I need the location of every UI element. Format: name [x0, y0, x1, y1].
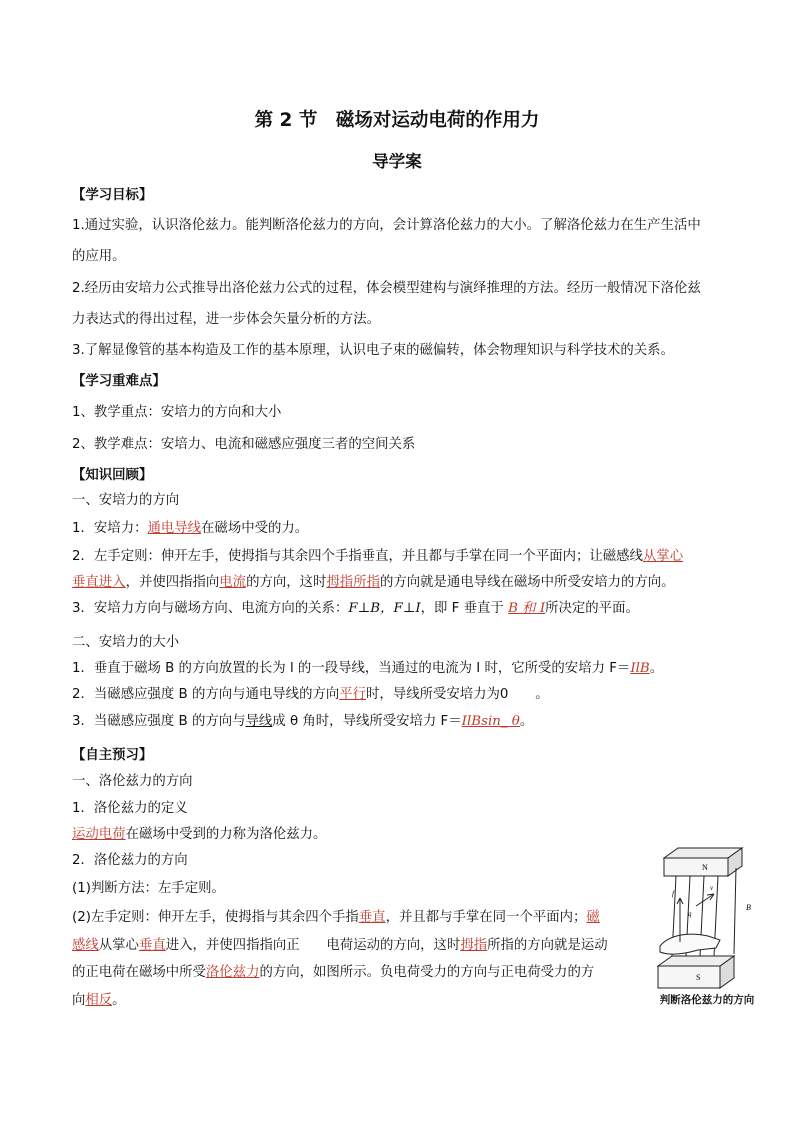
magnitude-item-2 [72, 686, 549, 704]
page-subtitle: 导学案 [372, 152, 422, 171]
text: 的方向，如图所示。负电荷受力的方向与正电荷受力的方 [259, 965, 595, 980]
answer-blank: 电流 [219, 575, 247, 590]
text: 2．当磁感应强度 B 的方向与通电导线的方向 [72, 687, 340, 702]
figure-caption: 判断洛伦兹力的方向 [659, 994, 755, 1006]
key-point-2: 2、教学难点：安培力、电流和磁感应强度三者的空间关系 [72, 437, 416, 452]
preview-subheading-1: 一、洛伦兹力的方向 [72, 774, 193, 789]
label-v: v [710, 884, 714, 892]
review-item-3 [72, 600, 639, 618]
definition-heading: 1．洛伦兹力的定义 [72, 801, 188, 816]
text: 从掌心 [98, 938, 139, 953]
goal-2-line-1: 2.经历由安培力公式推导出洛伦兹力公式的过程，体会模型建构与演绎推理的方法。经历一般情况下洛伦兹 [72, 281, 701, 296]
answer-blank: 拇指所指 [326, 575, 380, 590]
text: 的正电荷在磁场中所受 [72, 965, 206, 980]
method-1: (1)判断方法：左手定则。 [72, 881, 225, 896]
text: 3．当磁感应强度 B 的方向与 [72, 714, 246, 729]
goal-1-line-2: 的应用。 [72, 249, 126, 264]
text: 所决定的平面。 [545, 601, 639, 616]
direction-heading: 2．洛伦兹力的方向 [72, 853, 188, 868]
page-title: 第 2 节 磁场对运动电荷的作用力 [254, 110, 540, 131]
method-2-line-2 [72, 937, 608, 955]
text: 。 [649, 661, 664, 676]
answer-blank: 垂直 [138, 938, 166, 953]
answer-blank: 拇指 [460, 938, 488, 953]
label-f: f [672, 890, 674, 898]
formula: F⊥B，F⊥I [348, 601, 421, 616]
review-subheading-2: 二、安培力的大小 [72, 635, 180, 650]
review-subheading-1: 一、安培力的方向 [72, 493, 180, 508]
text: 在磁场中受到的力称为洛伦兹力。 [125, 827, 327, 842]
answer-blank: 通电导线 [147, 521, 202, 536]
answer-blank: 运动电荷 [72, 827, 126, 842]
text: 进入，并使四指指向正 电荷运动的方向，这时 [165, 938, 461, 953]
method-2-line-1 [72, 909, 600, 927]
label-s: S [696, 973, 701, 982]
section-heading-goals: 【学习目标】 [72, 188, 153, 203]
review-item-2-line-1 [72, 548, 683, 566]
text: 的方向，这时 [246, 575, 327, 590]
text: ，即 F 垂直于 [420, 601, 509, 616]
answer-blank: 平行 [339, 687, 367, 702]
answer-blank: 从掌心 [642, 549, 684, 564]
text: 。 [519, 714, 534, 729]
label-b: B [746, 903, 751, 912]
review-item-1 [72, 520, 308, 538]
answer-blank: 洛伦兹力 [205, 965, 260, 980]
answer-blank: 导线 [245, 714, 273, 729]
text: 3．安培力方向与磁场方向、电流方向的关系： [72, 601, 349, 616]
goal-1-line-1: 1.通过实验，认识洛伦兹力。能判断洛伦兹力的方向，会计算洛伦兹力的大小。了解洛伦兹力在生产生活中 [72, 218, 701, 233]
key-point-1: 1、教学重点：安培力的方向和大小 [72, 405, 282, 420]
definition-text [72, 826, 326, 844]
text: (2)左手定则：伸开左手，使拇指与其余四个手指 [72, 910, 359, 925]
method-2-line-4 [72, 992, 126, 1010]
goal-2-line-2: 力表达式的得出过程，进一步体会矢量分析的方法。 [72, 312, 380, 327]
text: 在磁场中受的力。 [201, 521, 309, 536]
answer-blank: B 和 I [508, 601, 546, 616]
answer-blank: 垂直 [358, 910, 386, 925]
text: 2．左手定则：伸开左手，使拇指与其余四个手指垂直，并且都与手掌在同一个平面内；让磁感线 [72, 549, 643, 564]
text: 1．安培力： [72, 521, 148, 536]
label-q: q [688, 910, 692, 918]
answer-blank: 感线 [72, 938, 99, 953]
answer-blank: 相反 [85, 993, 113, 1008]
answer-blank: IlBsin_ θ [461, 714, 520, 729]
lorentz-force-figure [650, 846, 762, 994]
text: 的方向就是通电导线在磁场中所受安培力的方向。 [379, 575, 675, 590]
answer-blank: IlB [630, 661, 650, 676]
goal-3: 3.了解显像管的基本构造及工作的基本原理，认识电子束的磁偏转，体会物理知识与科学技术的关系。 [72, 343, 674, 358]
label-n: N [702, 863, 708, 872]
answer-blank: 垂直进入 [72, 575, 126, 590]
text: 时，导线所受安培力为0 。 [366, 687, 549, 702]
text: 。 [112, 993, 126, 1008]
section-heading-review: 【知识回顾】 [72, 468, 153, 483]
text: 1．垂直于磁场 B 的方向放置的长为 l 的一段导线，当通过的电流为 I 时，它所受的安培力 F＝ [72, 661, 631, 676]
text: ，并使四指指向 [125, 575, 220, 590]
text: 成 θ 角时，导线所受安培力 F＝ [272, 714, 462, 729]
section-heading-key-points: 【学习重难点】 [72, 374, 166, 389]
magnitude-item-3 [72, 713, 533, 731]
text: 所指的方向就是运动 [487, 938, 608, 953]
answer-blank: 磁 [586, 910, 600, 925]
review-item-2-line-2 [72, 574, 675, 592]
text: 向 [72, 993, 86, 1008]
magnitude-item-1 [72, 660, 663, 678]
method-2-line-3 [72, 964, 594, 982]
text: ，并且都与手掌在同一个平面内； [385, 910, 587, 925]
section-heading-preview: 【自主预习】 [72, 748, 153, 763]
